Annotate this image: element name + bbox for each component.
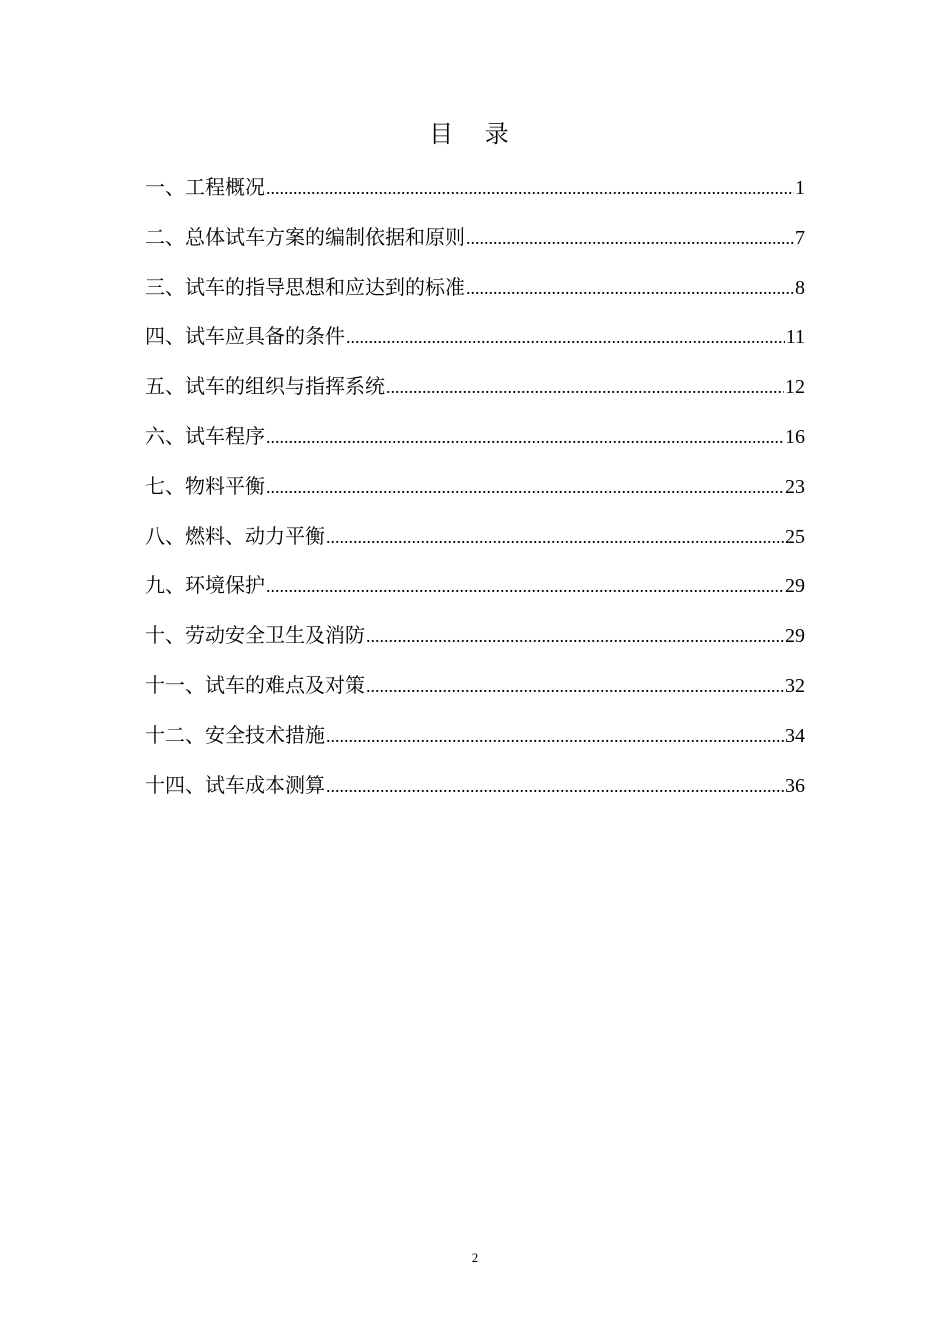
toc-entry-page: 23 xyxy=(785,475,805,498)
toc-dot-leader xyxy=(326,516,784,558)
toc-entry[interactable] xyxy=(145,465,805,515)
toc-entry[interactable] xyxy=(145,315,805,365)
toc-entry-page: 36 xyxy=(785,774,805,797)
toc-entry-page: 25 xyxy=(785,525,805,548)
toc-entry[interactable] xyxy=(145,714,805,764)
toc-entry-page: 11 xyxy=(785,326,805,349)
toc-entry-page: 12 xyxy=(785,376,805,399)
toc-entry[interactable] xyxy=(145,266,805,316)
toc-entry-label: 七、物料平衡 xyxy=(145,473,265,498)
toc-entry-page: 8 xyxy=(795,276,805,299)
toc-entry-label: 十、劳动安全卫生及消防 xyxy=(145,623,365,648)
toc-title: 目 录 xyxy=(429,120,521,148)
toc-entry[interactable] xyxy=(145,365,805,415)
toc-entry-label: 五、试车的组织与指挥系统 xyxy=(145,374,385,399)
toc-entry[interactable] xyxy=(145,216,805,266)
toc-entry-label: 十四、试车成本测算 xyxy=(145,772,325,797)
toc-entry-label: 二、总体试车方案的编制依据和原则 xyxy=(145,224,465,249)
toc-entry-page: 29 xyxy=(785,575,805,598)
toc-entry-label: 一、工程概况 xyxy=(145,175,265,199)
toc-dot-leader xyxy=(326,765,784,807)
toc-dot-leader xyxy=(466,217,794,259)
toc-dot-leader xyxy=(386,366,784,408)
toc-entry-label: 六、试车程序 xyxy=(145,423,265,448)
toc-entry-label: 十一、试车的难点及对策 xyxy=(145,672,365,697)
toc-entry-page: 16 xyxy=(785,425,805,448)
toc-entry-page: 1 xyxy=(795,177,805,199)
toc-entry-label: 八、燃料、动力平衡 xyxy=(145,523,325,548)
toc-entry[interactable] xyxy=(145,166,805,216)
toc-entry-page: 29 xyxy=(785,625,805,648)
toc-entry-label: 四、试车应具备的条件 xyxy=(145,324,345,349)
table-of-contents xyxy=(145,166,805,813)
toc-dot-leader xyxy=(326,715,784,757)
toc-entry[interactable] xyxy=(145,415,805,465)
toc-entry-page: 32 xyxy=(785,674,805,697)
toc-entry-label: 三、试车的指导思想和应达到的标准 xyxy=(145,274,465,299)
toc-entry-page: 7 xyxy=(795,226,805,249)
toc-entry[interactable] xyxy=(145,564,805,614)
toc-entry-label: 九、环境保护 xyxy=(145,573,265,598)
toc-entry[interactable] xyxy=(145,515,805,565)
toc-dot-leader xyxy=(266,416,784,458)
toc-entry[interactable] xyxy=(145,764,805,814)
toc-dot-leader xyxy=(466,267,794,309)
toc-entry-label: 十二、安全技术措施 xyxy=(145,722,325,747)
toc-entry-page: 34 xyxy=(785,724,805,747)
toc-dot-leader xyxy=(266,167,794,209)
toc-entry[interactable] xyxy=(145,664,805,714)
toc-dot-leader xyxy=(266,466,784,508)
toc-dot-leader xyxy=(346,316,785,358)
toc-dot-leader xyxy=(366,665,784,707)
toc-entry[interactable] xyxy=(145,614,805,664)
toc-dot-leader xyxy=(266,565,784,607)
page-number: 2 xyxy=(471,1250,479,1265)
toc-dot-leader xyxy=(366,615,784,657)
